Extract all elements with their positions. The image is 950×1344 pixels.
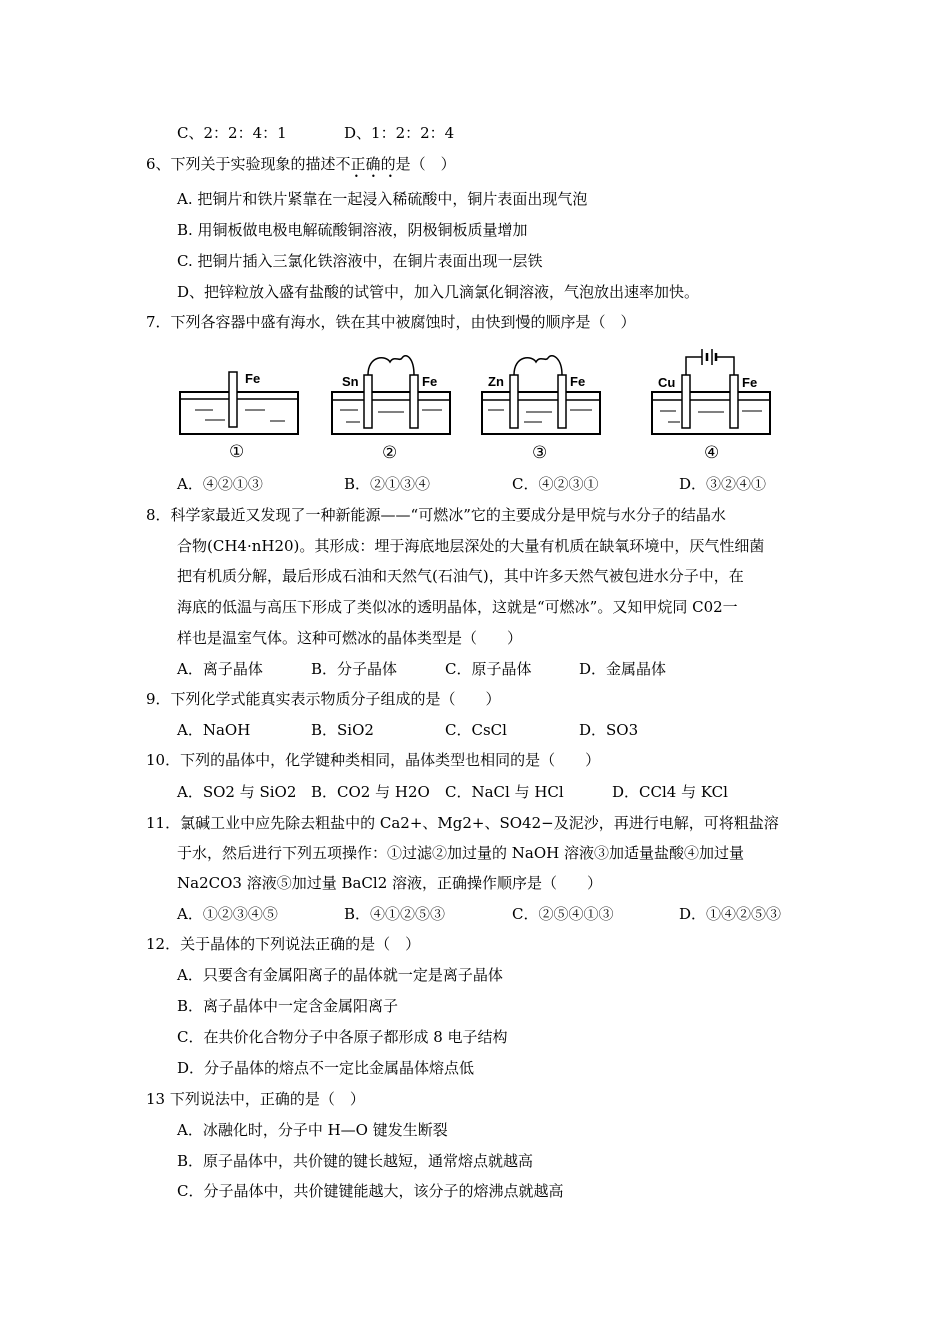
q10-option-a: A．SO2 与 SiO2: [177, 783, 297, 801]
q9-option-c: C．CsCl: [445, 721, 507, 739]
q12-option-b: B．离子晶体中一定含金属阳离子: [177, 997, 399, 1015]
q8-option-b: B．分子晶体: [311, 660, 398, 678]
q7-option-a: A．④②①③: [177, 475, 263, 493]
electrode-label-left: Cu: [658, 375, 676, 390]
electrode-label-right: Fe: [422, 374, 438, 389]
q12-stem: 12．关于晶体的下列说法正确的是（ ）: [146, 935, 421, 953]
q9-option-d: D．SO3: [579, 721, 639, 739]
q8-option-a: A．离子晶体: [177, 660, 263, 678]
figure-number: ①: [229, 442, 245, 462]
q13-option-b: B．原子晶体中，共价键的键长越短，通常熔点就越高: [177, 1152, 534, 1170]
q11-option-a: A．①②③④⑤: [177, 905, 278, 923]
q6-option-c: C. 把铜片插入三氯化铁溶液中，在铜片表面出现一层铁: [177, 252, 543, 270]
q5-option-d: D、1：2：2：4: [344, 124, 455, 142]
q8-line-5: 样也是温室气体。这种可燃冰的晶体类型是（ ）: [177, 629, 523, 647]
figure-number: ③: [532, 443, 548, 463]
q7-option-b: B．②①③④: [344, 475, 431, 493]
q11-line-1: 11．氯碱工业中应先除去粗盐中的 Ca2+、Mg2+、SO42−及泥沙，再进行电解，可将粗盐溶: [146, 814, 779, 832]
q11-option-c: C．②⑤④①③: [512, 905, 614, 923]
electrode-label-right: Fe: [570, 374, 586, 389]
q7-option-c: C．④②③①: [512, 475, 599, 493]
q6-stem-emphasis: 不正确: [335, 155, 381, 173]
q11-line-3: Na2CO3 溶液⑤加过量 BaCl2 溶液，正确操作顺序是（ ）: [177, 874, 603, 892]
beaker-figure-1: [175, 355, 305, 465]
beaker-figure-3: [476, 350, 606, 465]
q6-stem: [146, 154, 456, 174]
q13-option-a: A．冰融化时，分子中 H—O 键发生断裂: [177, 1121, 448, 1139]
q6-stem-part1: 6、下列关于实验现象的描述: [146, 155, 336, 173]
q8-line-4: 海底的低温与高压下形成了类似冰的透明晶体，这就是“可燃冰”。又知甲烷同 C02一: [177, 598, 738, 616]
q9-stem: 9．下列化学式能真实表示物质分子组成的是（ ）: [146, 690, 501, 708]
q11-option-b: B．④①②⑤③: [344, 905, 446, 923]
q6-option-a: A. 把铜片和铁片紧靠在一起浸入稀硫酸中，铜片表面出现气泡: [177, 190, 588, 208]
q12-option-d: D．分子晶体的熔点不一定比金属晶体熔点低: [177, 1059, 475, 1077]
q8-line-2: 合物(CH4·nH20)。其形成：埋于海底地层深处的大量有机质在缺氧环境中，厌气性细菌: [177, 537, 765, 555]
q10-option-b: B．CO2 与 H2O: [311, 783, 430, 801]
q6-option-d: D、把锌粒放入盛有盐酸的试管中，加入几滴氯化铜溶液，气泡放出速率加快。: [177, 283, 700, 301]
q11-option-d: D．①④②⑤③: [679, 905, 782, 923]
q6-option-b: B. 用铜板做电极电解硫酸铜溶液，阴极铜板质量增加: [177, 221, 528, 239]
q8-option-c: C．原子晶体: [445, 660, 532, 678]
q10-stem: 10．下列的晶体中，化学键种类相同，晶体类型也相同的是（ ）: [146, 751, 601, 769]
figure-number: ④: [704, 443, 720, 463]
q13-option-c: C．分子晶体中，共价键键能越大，该分子的熔沸点就越高: [177, 1182, 564, 1200]
q10-option-c: C．NaCl 与 HCl: [445, 783, 564, 801]
electrode-label-right: Fe: [245, 371, 261, 386]
q8-line-1: 8．科学家最近又发现了一种新能源——“可燃冰”它的主要成分是甲烷与水分子的结晶水: [146, 506, 726, 524]
q6-stem-part2: 的是（ ）: [380, 155, 456, 173]
emphasis-dots: • • •: [354, 172, 393, 181]
q8-option-d: D．金属晶体: [579, 660, 667, 678]
q9-option-b: B．SiO2: [311, 721, 374, 739]
q12-option-c: C．在共价化合物分子中各原子都形成 8 电子结构: [177, 1028, 508, 1046]
beaker-figure-4: [646, 345, 776, 465]
electrode-label-left: Zn: [488, 374, 504, 389]
electrode-label-right: Fe: [742, 375, 758, 390]
q8-line-3: 把有机质分解，最后形成石油和天然气(石油气)，其中许多天然气被包进水分子中，在: [177, 567, 744, 585]
q9-option-a: A．NaOH: [177, 721, 251, 739]
figure-number: ②: [382, 443, 398, 463]
electrode-label-left: Sn: [342, 374, 359, 389]
q10-option-d: D．CCl4 与 KCl: [612, 783, 728, 801]
q12-option-a: A．只要含有金属阳离子的晶体就一定是离子晶体: [177, 966, 503, 984]
q7-stem: 7．下列各容器中盛有海水，铁在其中被腐蚀时，由快到慢的顺序是（ ）: [146, 313, 636, 331]
q5-option-c: C、2：2：4：1: [177, 124, 287, 142]
q13-stem: 13 下列说法中，正确的是（ ）: [146, 1090, 365, 1108]
q11-line-2: 于水，然后进行下列五项操作：①过滤②加过量的 NaOH 溶液③加适量盐酸④加过量: [177, 844, 744, 862]
beaker-figure-2: [326, 350, 456, 465]
q7-option-d: D．③②④①: [679, 475, 767, 493]
